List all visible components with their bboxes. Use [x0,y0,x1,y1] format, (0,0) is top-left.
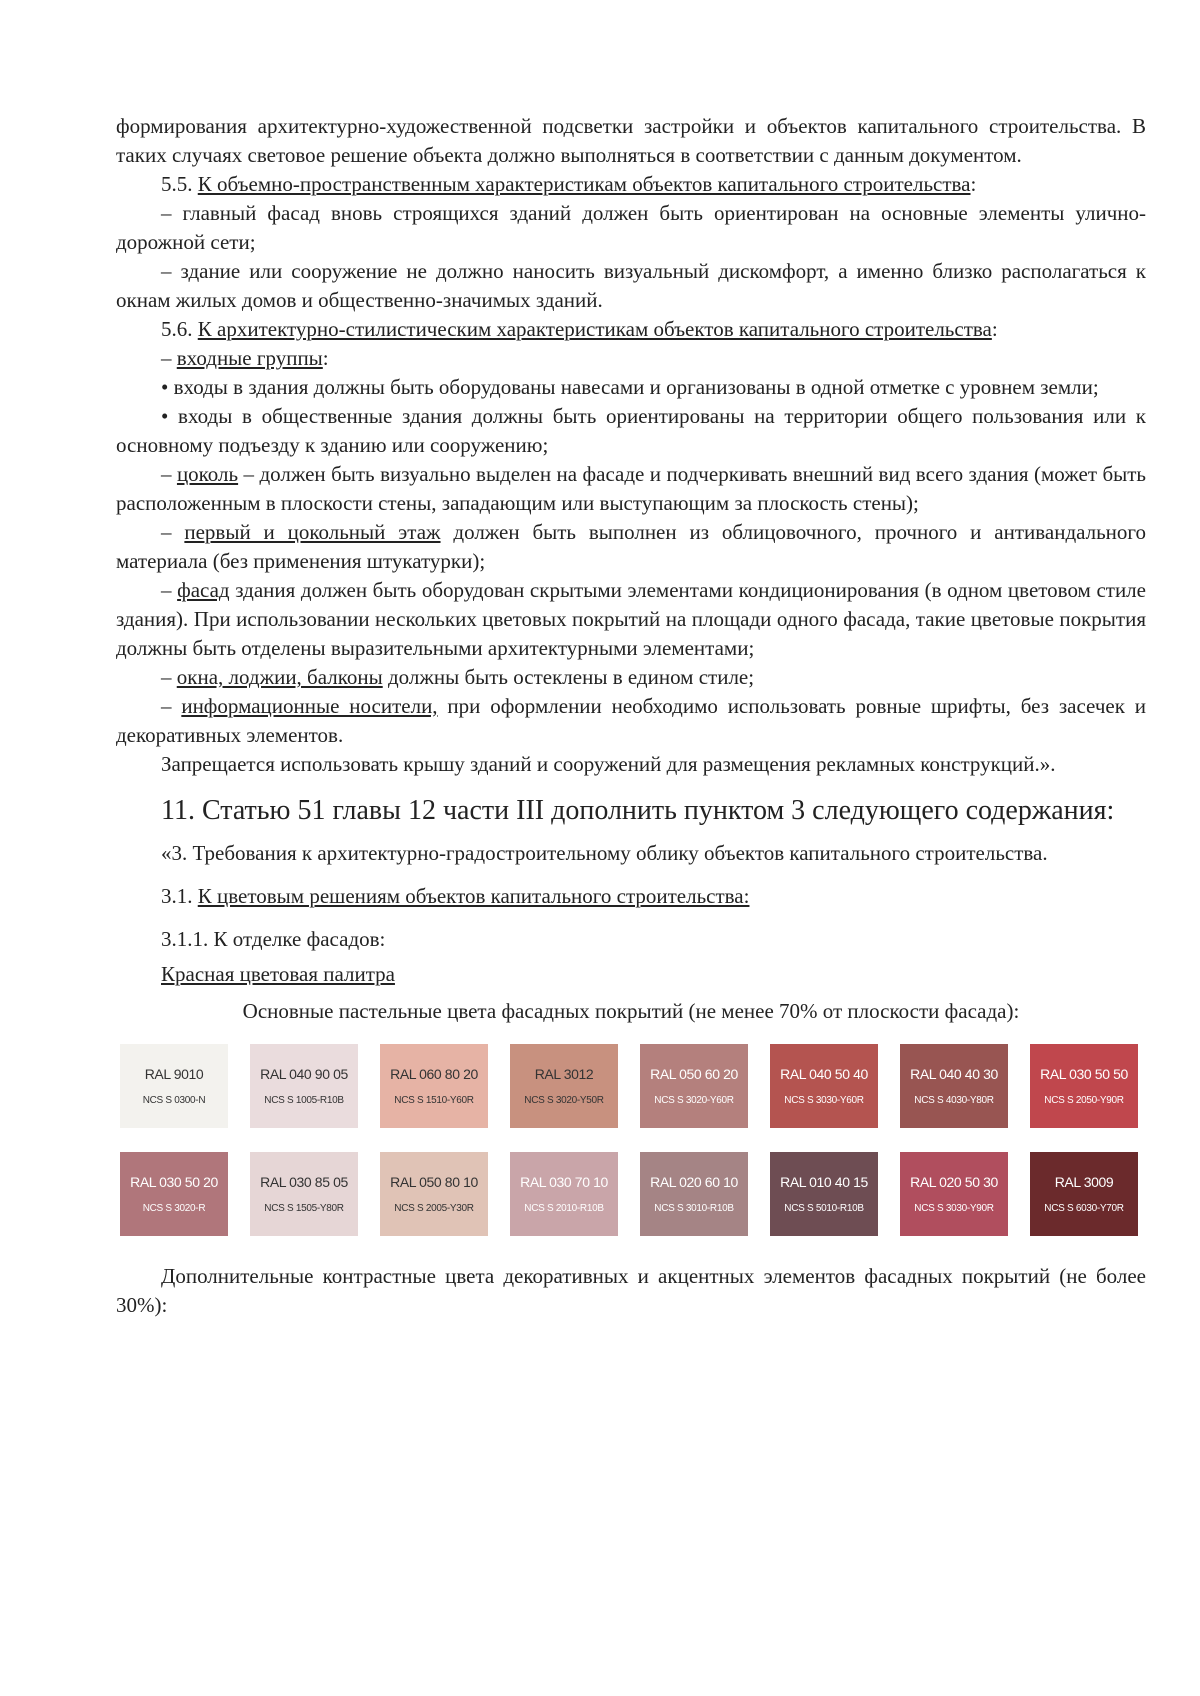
swatch-ncs-code: NCS S 1005-R10B [264,1095,344,1106]
entry-groups-item [116,344,1146,373]
swatch-ral-code: RAL 3012 [534,1066,594,1082]
color-swatch [900,1152,1008,1236]
windows-dash: – [161,665,177,689]
section-5-6 [116,315,1146,344]
color-swatch [120,1152,228,1236]
section-3-1-title: К цветовым решениям объектов капитального строительства: [197,884,750,908]
facade-label: фасад [177,578,230,602]
swatch-ral-code: RAL 020 50 30 [910,1174,998,1190]
plinth-item [116,460,1146,518]
swatch-ncs-code: NCS S 2050-Y90R [1044,1095,1124,1106]
palette-title [116,960,1146,989]
swatch-ncs-code: NCS S 3020-R [142,1203,206,1214]
plinth-text: – должен быть визуально выделен на фасаде и подчеркивать внешний вид всего здания (может быть расположенным в плоскости стены, западающим или выступающим за плоскость стены); [116,462,1146,515]
intro-paragraph: формирования архитектурно-художественной подсветки застройки и объектов капитального строительства. В таких случаях световое решение объекта должно выполняться в соответствии с данным документом. [116,114,1146,167]
windows-item [116,663,1146,692]
color-swatch [1030,1152,1138,1236]
swatch-ncs-code: NCS S 2010-R10B [524,1203,604,1214]
swatch-ral-code: RAL 030 50 20 [130,1174,218,1190]
bullet-item-2: • входы в общественные здания должны быть ориентированы на территории общего пользования или к основному подъезду к зданию или сооружению; [116,404,1146,457]
facade-text: здания должен быть оборудован скрытыми элементами кондиционирования (в одном цветовом стиле здания). При использовании нескольких цветовых покрытий на площади одного фасада, такие цветовые покрытия должны быть отделены выразительными архитектурными элементами; [116,578,1146,660]
info-text: при оформлении необходимо использовать ровные шрифты, без засечек и декоративных элементов. [116,694,1146,747]
color-swatch [250,1152,358,1236]
color-swatch-grid [120,1044,1146,1236]
windows-text: должны быть остеклены в едином стиле; [382,665,755,689]
swatch-ral-code: RAL 050 60 20 [650,1066,738,1082]
floor-item [116,518,1146,576]
swatch-ral-code: RAL 030 70 10 [520,1174,608,1190]
section-5-6-colon: : [991,317,998,341]
swatch-ncs-code: NCS S 5010-R10B [784,1203,864,1214]
section-5-6-number: 5.6. [161,317,198,341]
floor-label: первый и цокольный этаж [184,520,441,544]
swatch-ncs-code: NCS S 1505-Y80R [264,1203,344,1214]
swatch-ncs-code: NCS S 3010-R10B [654,1203,734,1214]
palette-title-text: Красная цветовая палитра [161,962,395,986]
swatch-ncs-code: NCS S 3030-Y90R [914,1203,994,1214]
swatch-ncs-code: NCS S 3020-Y50R [524,1095,604,1106]
facade-item [116,576,1146,663]
color-swatch [900,1044,1008,1128]
swatch-ncs-code: NCS S 1510-Y60R [394,1095,474,1106]
swatch-ral-code: RAL 050 80 10 [390,1174,478,1190]
swatch-ncs-code: NCS S 3020-Y60R [654,1095,734,1106]
section-3-1-number: 3.1. [161,884,198,908]
requirement-3-paragraph: «3. Требования к архитектурно-градостроительному облику объектов капитального строительства. [161,841,1048,865]
swatch-ncs-code: NCS S 0300-N [142,1095,206,1106]
plinth-dash: – [161,462,177,486]
windows-label: окна, лоджии, балконы [176,665,383,689]
swatch-ral-code: RAL 040 50 40 [780,1066,868,1082]
swatch-ral-code: RAL 030 50 50 [1040,1066,1128,1082]
color-swatch [640,1152,748,1236]
swatch-ncs-code: NCS S 2005-Y30R [394,1203,474,1214]
section-3-1-1: 3.1.1. К отделке фасадов: [161,927,386,951]
floor-text: должен быть выполнен из облицовочного, прочного и антивандального материала (без применения штукатурки); [116,520,1147,573]
info-label: информационные носители, [181,694,438,718]
color-swatch [380,1152,488,1236]
swatch-ral-code: RAL 040 40 30 [910,1066,998,1082]
color-swatch [1030,1044,1138,1128]
swatch-ncs-code: NCS S 6030-Y70R [1044,1203,1124,1214]
entry-dash: – [161,346,177,370]
swatch-ncs-code: NCS S 4030-Y80R [914,1095,994,1106]
entry-label: входные группы [176,346,323,370]
section-5-5-item-2: – здание или сооружение не должно наносить визуальный дискомфорт, а именно близко располагаться к окнам жилых домов и общественно-значимых зданий. [116,259,1146,312]
section-5-5-title: К объемно-пространственным характеристикам объектов капитального строительства [197,172,971,196]
contrast-colors-caption: Дополнительные контрастные цвета декоративных и акцентных элементов фасадных покрытий (не более 30%): [116,1264,1146,1317]
color-swatch [770,1152,878,1236]
swatch-ral-code: RAL 040 90 05 [260,1066,348,1082]
color-swatch [770,1044,878,1128]
section-5-6-title: К архитектурно-стилистическим характеристикам объектов капитального строительства [197,317,992,341]
prohibition-paragraph: Запрещается использовать крышу зданий и сооружений для размещения рекламных конструкций.». [161,752,1056,776]
document-page [116,112,1146,1320]
color-swatch [510,1044,618,1128]
swatch-ral-code: RAL 060 80 20 [390,1066,478,1082]
item-11-heading: 11. Статью 51 главы 12 части III дополнить пунктом 3 следующего содержания: [161,795,1115,826]
swatch-ral-code: RAL 010 40 15 [780,1174,868,1190]
plinth-label: цоколь [176,462,239,486]
color-swatch [120,1044,228,1128]
color-swatch [380,1044,488,1128]
swatch-ral-code: RAL 020 60 10 [650,1174,738,1190]
color-swatch [640,1044,748,1128]
section-5-5-number: 5.5. [161,172,198,196]
info-carriers-item [116,692,1146,750]
swatch-ral-code: RAL 9010 [144,1066,204,1082]
bullet-item-1: • входы в здания должны быть оборудованы навесами и организованы в одной отметке с уровнем земли; [161,375,1099,399]
color-swatch [250,1044,358,1128]
swatch-ral-code: RAL 030 85 05 [260,1174,348,1190]
swatch-ncs-code: NCS S 3030-Y60R [784,1095,864,1106]
color-swatch [510,1152,618,1236]
info-dash: – [161,694,182,718]
facade-dash: – [161,578,178,602]
section-5-5-item-1: – главный фасад вновь строящихся зданий должен быть ориентирован на основные элементы улично-дорожной сети; [116,201,1146,254]
floor-dash: – [161,520,185,544]
entry-colon: : [322,346,329,370]
swatch-ral-code: RAL 3009 [1054,1174,1114,1190]
main-colors-caption: Основные пастельные цвета фасадных покрытий (не менее 70% от плоскости фасада): [242,999,1020,1023]
section-3-1 [116,882,1146,911]
section-5-5 [116,170,1146,199]
section-5-5-colon: : [970,172,977,196]
